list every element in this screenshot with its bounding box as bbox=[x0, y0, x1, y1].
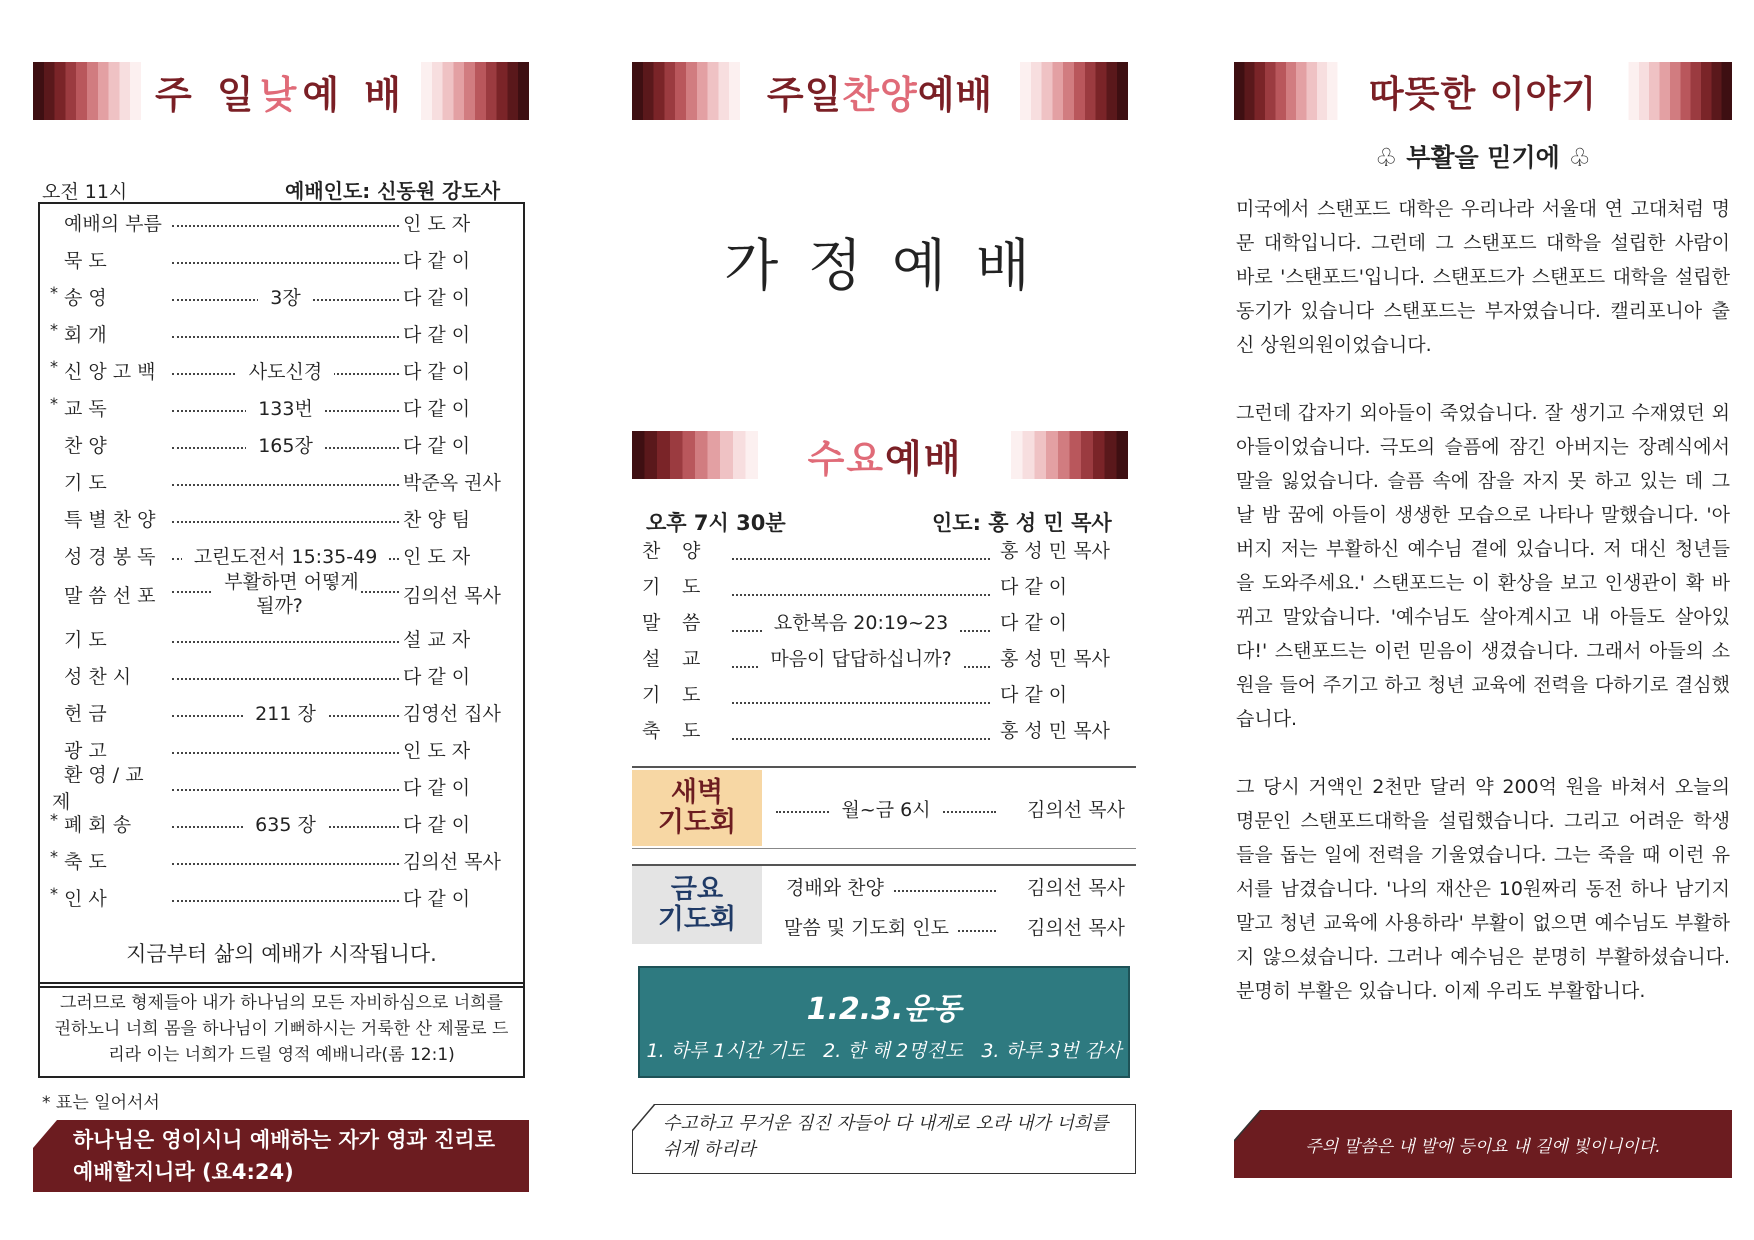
leader-dots bbox=[172, 900, 399, 902]
story-paragraph: 미국에서 스탠포드 대학은 우리나라 서울대 연 고대처럼 명문 대학입니다. 그런데 그 스탠포드 대학을 설립한 사람이 바로 '스탠포드'입니다. 스탠포드가 스탠포드 대학을 설립한 동기가 있습니다 스탠포드는 부자였습니다. 캘리포니아 출신 상원의원이었습니다. bbox=[1236, 198, 1730, 356]
story-paragraph: 그 당시 거액인 2천만 달러 약 200억 원을 바쳐서 오늘의 명문인 스탠포드대학을 설립했습니다. 그리고 어려운 학생들을 돕는 일에 전력을 기울였습니다. 그는 죽을 때 이런 유서를 남겼습니다. '나의 재산은 10원짜리 동전 하나 남기지 말고 청년 교육에 사용하라' 부활이 없으면 예수님도 부활하지 않으셨습니다. 그러나 예수님은 분명히 부활하셨습니다. 분명히 부활은 있습니다. 이제 우리도 부활합니다. bbox=[1236, 776, 1730, 1002]
wednesday-row: 기 도 다 같 이 bbox=[632, 572, 1122, 608]
service-row bbox=[40, 879, 523, 916]
header-stripe-left bbox=[632, 431, 772, 479]
service-row bbox=[40, 537, 523, 574]
standing-note: * 표는 일어서서 bbox=[42, 1093, 160, 1113]
friday-line-1: 경배와 찬양 bbox=[786, 873, 892, 900]
service-row bbox=[40, 805, 523, 842]
service-item-person: 박준옥 권사 bbox=[403, 472, 501, 494]
leader-dots bbox=[732, 594, 990, 596]
service-item-detail: 부활하면 어떻게 될까? bbox=[172, 570, 399, 618]
order-of-service bbox=[38, 202, 525, 984]
leader-dots bbox=[732, 702, 990, 704]
leader-dots bbox=[172, 521, 399, 523]
header-title: 주 일 낮 예 배 bbox=[154, 72, 408, 117]
leader-dots bbox=[172, 262, 399, 264]
wednesday-person: 홍 성 민 목사 bbox=[1000, 720, 1110, 742]
bottom-banner-left: 하나님은 영이시니 예배하는 자가 영과 진리로 예배할지니라 (요4:24) bbox=[33, 1120, 529, 1192]
header-stripe-left bbox=[1234, 62, 1349, 120]
service-item-name: 성 찬 시 bbox=[64, 666, 132, 688]
service-row bbox=[40, 620, 523, 657]
leader-dots bbox=[732, 558, 990, 560]
service-item-name: 묵 도 bbox=[64, 250, 107, 272]
service-item-name: 기 도 bbox=[64, 472, 107, 494]
service-item-person: 다 같 이 bbox=[403, 398, 471, 420]
friday-leader-2: 김의선 목사 bbox=[1027, 917, 1125, 939]
leader-dots bbox=[172, 484, 399, 486]
quote-text: 수고하고 무거운 짐진 자들아 다 내게로 오라 내가 너희를 쉬게 하리라 bbox=[663, 1113, 1109, 1160]
header-praise-service bbox=[632, 62, 1128, 120]
wednesday-row: 기 도 다 같 이 bbox=[632, 680, 1122, 716]
header-stripe-left bbox=[33, 62, 153, 120]
divider bbox=[632, 766, 1136, 768]
wednesday-detail: 요한복음 20:19~23 bbox=[732, 608, 990, 635]
wednesday-person: 홍 성 민 목사 bbox=[1000, 648, 1110, 670]
service-item-person: 인 도 자 bbox=[403, 546, 471, 568]
service-item-person: 다 같 이 bbox=[403, 361, 471, 383]
leader-dots bbox=[172, 863, 399, 865]
service-item-person: 김의선 목사 bbox=[403, 851, 501, 873]
service-item-detail: 사도신경 bbox=[172, 360, 399, 384]
wednesday-detail: 마음이 답답하십니까? bbox=[732, 644, 990, 671]
header-title: 수요 예배 bbox=[807, 436, 963, 481]
service-item-person: 다 같 이 bbox=[403, 435, 471, 457]
service-item-person: 인 도 자 bbox=[403, 740, 471, 762]
leader-dots bbox=[172, 641, 399, 643]
service-item-detail: 3장 bbox=[172, 286, 399, 310]
header-title: 따뜻한 이야기 bbox=[1368, 73, 1598, 115]
service-item-person: 찬 양 팀 bbox=[403, 509, 471, 531]
service-row bbox=[40, 842, 523, 879]
stand-marker: * bbox=[50, 847, 58, 866]
service-item-name: 광 고 bbox=[64, 740, 107, 762]
service-item-detail: 635 장 bbox=[172, 813, 399, 837]
service-row bbox=[40, 241, 523, 278]
wednesday-person: 다 같 이 bbox=[1000, 576, 1068, 598]
stand-marker: * bbox=[50, 810, 58, 829]
header-stripe-left bbox=[632, 62, 752, 120]
wednesday-row: 찬 양 홍 성 민 목사 bbox=[632, 536, 1122, 572]
service-item-person: 다 같 이 bbox=[403, 666, 471, 688]
service-item-person: 김의선 목사 bbox=[403, 584, 501, 607]
stand-marker: * bbox=[50, 357, 58, 376]
service-row bbox=[40, 204, 523, 241]
romans-verse: 그러므로 형제들아 내가 하나님의 모든 자비하심으로 너희를 권하노니 너희 몸을 하나님이 기뻐하시는 거룩한 산 제물로 드리라 이는 너희가 드릴 영적 예배니라(롬 12:1) bbox=[54, 993, 509, 1065]
wednesday-row: 말 씀 요한복음 20:19~23 다 같 이 bbox=[632, 608, 1122, 644]
leader-dots bbox=[172, 225, 399, 227]
service-row bbox=[40, 352, 523, 389]
leader-dots bbox=[172, 789, 399, 791]
header-title: 주일 찬양 예배 bbox=[766, 72, 994, 117]
story-subtitle: 부활을 믿기에 bbox=[1406, 143, 1560, 172]
service-row bbox=[40, 426, 523, 463]
service-item-detail: 133번 bbox=[172, 397, 399, 421]
service-row bbox=[40, 570, 523, 618]
service-item-name: * 인 사 bbox=[50, 884, 107, 910]
leader-dots bbox=[732, 738, 990, 740]
header-stripe-right bbox=[1008, 62, 1128, 120]
movement-title: 1.2.3.운동 bbox=[806, 992, 962, 1027]
service-item-detail: 165장 bbox=[172, 434, 399, 458]
service-row bbox=[40, 463, 523, 500]
movement-desc: 1. 하루 1시간 기도 2. 한 해 2명전도 3. 하루 3번 감사 bbox=[646, 1040, 1122, 1062]
service-item-name: 말 씀 선 포 bbox=[64, 584, 156, 607]
fold-corner bbox=[33, 1120, 57, 1148]
family-worship-title: 가 정 예 배 bbox=[724, 234, 1036, 299]
service-item-person: 인 도 자 bbox=[403, 213, 471, 235]
service-item-name: * 축 도 bbox=[50, 847, 107, 873]
service-item-detail: 211 장 bbox=[172, 702, 399, 726]
club-icon: ♧ bbox=[1375, 143, 1398, 172]
service-item-name: 헌 금 bbox=[64, 703, 107, 725]
header-stripe-right bbox=[409, 62, 529, 120]
service-item-name: 예배의 부름 bbox=[64, 213, 162, 235]
service-item-detail: 고린도전서 15:35-49 bbox=[172, 545, 399, 569]
divider bbox=[632, 848, 1136, 849]
service-item-person: 설 교 자 bbox=[403, 629, 471, 651]
service-item-person: 다 같 이 bbox=[403, 888, 471, 910]
service-item-name: 찬 양 bbox=[64, 435, 107, 457]
service-item-name: 기 도 bbox=[64, 629, 107, 651]
service-item-person: 다 같 이 bbox=[403, 324, 471, 346]
movement-box bbox=[638, 966, 1130, 1078]
story-body bbox=[1236, 192, 1730, 1042]
friday-line-2: 말씀 및 기도회 인도 bbox=[784, 913, 957, 940]
service-row bbox=[40, 657, 523, 694]
stand-marker: * bbox=[50, 320, 58, 339]
service-item-person: 다 같 이 bbox=[403, 250, 471, 272]
service-item-person: 다 같 이 bbox=[403, 814, 471, 836]
motto: 지금부터 삶의 예배가 시작됩니다. bbox=[126, 942, 437, 966]
bottom-banner-right: 주의 말씀은 내 발에 등이요 내 길에 빛이니이다. bbox=[1234, 1110, 1732, 1178]
header-wednesday-service bbox=[632, 431, 1128, 479]
story-subtitle-row bbox=[1234, 138, 1732, 174]
verse-box bbox=[38, 982, 525, 1078]
service-time: 오전 11시 bbox=[42, 181, 128, 203]
club-icon: ♧ bbox=[1568, 143, 1591, 172]
service-item-name: * 송 영 bbox=[50, 283, 107, 309]
service-item-name: * 폐 회 송 bbox=[50, 810, 132, 836]
dawn-time: 월~금 6시 bbox=[776, 795, 996, 822]
wednesday-leader: 인도: 홍 성 민 목사 bbox=[932, 511, 1112, 535]
wednesday-time: 오후 7시 30분 bbox=[646, 511, 786, 535]
dawn-prayer-label: 새벽 기도회 bbox=[632, 770, 762, 846]
service-leader: 예배인도: 신동원 강도사 bbox=[285, 179, 501, 203]
service-item-name: * 회 개 bbox=[50, 320, 107, 346]
service-item-name: * 교 독 bbox=[50, 394, 107, 420]
service-item-person: 다 같 이 bbox=[403, 777, 471, 799]
service-row bbox=[40, 389, 523, 426]
wednesday-person: 다 같 이 bbox=[1000, 612, 1068, 634]
header-stripe-right bbox=[998, 431, 1128, 479]
service-item-person: 다 같 이 bbox=[403, 287, 471, 309]
header-stripe-right bbox=[1617, 62, 1732, 120]
service-item-name: 성 경 봉 독 bbox=[64, 546, 156, 568]
quote-box bbox=[632, 1104, 1136, 1174]
service-item-person: 김영선 집사 bbox=[403, 703, 501, 725]
wednesday-row: 설 교 마음이 답답하십니까? 홍 성 민 목사 bbox=[632, 644, 1122, 680]
service-item-name: 환 영 / 교 제 bbox=[52, 763, 144, 813]
friday-leader-1: 김의선 목사 bbox=[1027, 877, 1125, 899]
stand-marker: * bbox=[50, 884, 58, 903]
leader-dots bbox=[172, 336, 399, 338]
service-row bbox=[40, 500, 523, 537]
service-row bbox=[40, 763, 523, 813]
leader-dots bbox=[172, 678, 399, 680]
friday-prayer-label: 금요 기도회 bbox=[632, 866, 762, 944]
leader-dots bbox=[172, 752, 399, 754]
service-row bbox=[40, 694, 523, 731]
fold-line bbox=[632, 1104, 656, 1132]
stand-marker: * bbox=[50, 394, 58, 413]
dawn-leader: 김의선 목사 bbox=[1027, 799, 1125, 821]
service-row bbox=[40, 278, 523, 315]
header-warm-story bbox=[1234, 62, 1732, 120]
service-item-name: * 신 앙 고 백 bbox=[50, 357, 156, 383]
stand-marker: * bbox=[50, 283, 58, 302]
wednesday-person: 홍 성 민 목사 bbox=[1000, 540, 1110, 562]
header-sunday-service bbox=[33, 62, 529, 120]
service-item-name: 특 별 찬 양 bbox=[64, 509, 156, 531]
wednesday-row: 축 도 홍 성 민 목사 bbox=[632, 716, 1122, 752]
service-row bbox=[40, 315, 523, 352]
story-paragraph: 그런데 갑자기 외아들이 죽었습니다. 잘 생기고 수재였던 외아들이었습니다. 극도의 슬픔에 잠긴 아버지는 장례식에서 말을 잃었습니다. 슬픔 속에 잠을 자지 못 하고 있는 데 그 날 밤 꿈에 아들이 생생한 모습으로 나타나 말했습니다. '아버지 저는 부활하신 예수님 곁에 있습니다. 저 대신 청년들을 도와주세요.' 스탠포드는 이 환상을 보고 인생관이 확 바뀌고 말았습니다. '예수님도 살아계시고 내 아들도 살아있다!' 스탠포드는 이런 믿음이 생겼습니다. 그래서 아들의 소원을 들어 주기고 하고 청년 교육에 전력을 다하기로 결심했습니다. bbox=[1236, 402, 1730, 730]
wednesday-person: 다 같 이 bbox=[1000, 684, 1068, 706]
